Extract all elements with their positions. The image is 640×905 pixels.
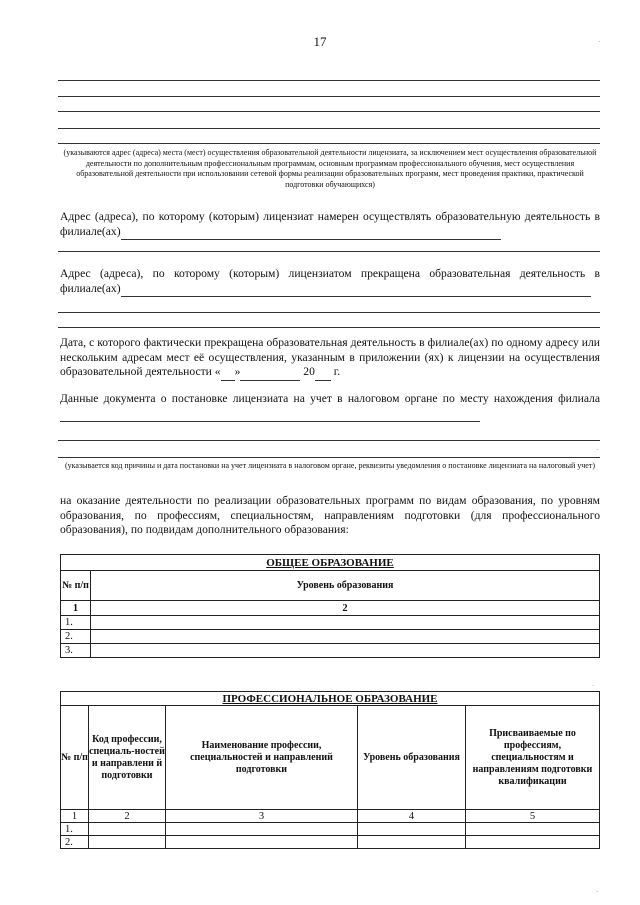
general-row-level-cell[interactable] [91, 616, 600, 630]
prof-row-qualification-cell[interactable] [466, 836, 600, 849]
paragraph-intends-address [60, 210, 600, 240]
general-col-num: № п/п [61, 571, 91, 601]
paragraph-ceased-text: Адрес (адреса), по которому (которым) лицензиатом прекращена образовательная деятельность в филиале(ах) [60, 267, 600, 295]
cease-date-text: Дата, с которого фактически прекращена образовательная деятельность в филиале(ах) по одному адресу или нескольким адресам мест её осуществления, указанным в приложении (ях) к лицензии на осуществления образовательной деятельности « [60, 336, 600, 378]
prof-row-name-cell[interactable] [166, 823, 358, 836]
prof-col-level: Уровень образования [358, 706, 466, 810]
blank-line [58, 143, 600, 144]
blank-line [58, 312, 600, 313]
general-row-num: 3. [61, 644, 91, 658]
table-row [61, 823, 600, 836]
prof-index-4: 4 [358, 810, 466, 823]
scan-speck: · [596, 446, 599, 454]
scan-speck: · [598, 38, 601, 46]
prof-row-level-cell[interactable] [358, 823, 466, 836]
fill-line [121, 282, 591, 298]
general-row-level-cell[interactable] [91, 630, 600, 644]
prof-table-title: ПРОФЕССИОНАЛЬНОЕ ОБРАЗОВАНИЕ [61, 692, 600, 706]
fill-line [121, 225, 501, 241]
blank-line [58, 327, 600, 328]
prof-index-1: 1 [61, 810, 89, 823]
prof-col-qualification: Присваиваемые по профессиям, специальностям и направлениям подготовки квалификации [466, 706, 600, 810]
prof-col-name: Наименование профессии, специальностей и направлений подготовки [166, 706, 358, 810]
prof-index-3: 3 [166, 810, 358, 823]
year-suffix: г. [333, 365, 341, 378]
blank-line [58, 128, 600, 129]
prof-index-2: 2 [89, 810, 166, 823]
address-note: (указываются адрес (адреса) места (мест) осуществления образовательной деятельности лицензиата, за исключением мест осуществления образовательной деятельности по дополнительным профессиональным программам, основным программам профессионального обучения, мест осуществления образовательной деятельности при использовании сетевой формы реализации образовательных программ, мест проведения практики, практической подготовки обучающихся) [63, 148, 597, 189]
prof-row-name-cell[interactable] [166, 836, 358, 849]
blank-line [58, 111, 600, 112]
general-col-level: Уровень образования [91, 571, 600, 601]
paragraph-tax [60, 392, 600, 422]
prof-row-qualification-cell[interactable] [466, 823, 600, 836]
professional-education-table [60, 691, 600, 849]
scan-speck: · [592, 682, 595, 690]
general-index-2: 2 [91, 601, 600, 616]
blank-line [58, 251, 600, 252]
table-row [61, 616, 600, 630]
day-field[interactable] [221, 365, 235, 381]
general-row-level-cell[interactable] [91, 644, 600, 658]
general-row-num: 2. [61, 630, 91, 644]
prof-row-num: 1. [61, 823, 89, 836]
prof-row-code-cell[interactable] [89, 836, 166, 849]
blank-line [58, 457, 600, 458]
prof-col-num: № п/п [61, 706, 89, 810]
prof-row-num: 2. [61, 836, 89, 849]
scan-speck: · [596, 888, 599, 896]
general-table-title: ОБЩЕЕ ОБРАЗОВАНИЕ [61, 555, 600, 571]
month-field[interactable] [240, 365, 300, 381]
paragraph-intends-text: Адрес (адреса), по которому (которым) лицензиат намерен осуществлять образовательную деятельность в филиале(ах) [60, 210, 600, 238]
general-index-1: 1 [61, 601, 91, 616]
cease-date-quote: » [234, 365, 241, 378]
page-number: 17 [313, 34, 327, 49]
fill-line [60, 407, 480, 423]
prof-row-level-cell[interactable] [358, 836, 466, 849]
prof-index-5: 5 [466, 810, 600, 823]
paragraph-cease-date [60, 336, 600, 381]
table-row [61, 630, 600, 644]
paragraph-ceased-address [60, 267, 600, 297]
year-prefix: 20 [303, 365, 315, 378]
prof-row-code-cell[interactable] [89, 823, 166, 836]
table-row [61, 836, 600, 849]
blank-line [58, 80, 600, 81]
prof-col-code: Код профессии, специаль-ностей и направлени й подготовки [89, 706, 166, 810]
table-row [61, 644, 600, 658]
general-row-num: 1. [61, 616, 91, 630]
tax-note: (указывается код причины и дата постановки на учет лицензиата в налоговом органе, реквизиты уведомления о постановке лицензиата на налоговый учет) [65, 461, 595, 470]
blank-line [58, 440, 600, 441]
general-education-table [60, 554, 600, 658]
year-field[interactable] [315, 365, 331, 381]
paragraph-services: на оказание деятельности по реализации образовательных программ по видам образования, по уровням образования, по профессиям, специальностям, направлениям подготовки (для профессионального образования), по подвидам дополнительного образования: [60, 494, 600, 536]
paragraph-tax-text: Данные документа о постановке лицензиата на учет в налоговом органе по месту нахождения филиала [60, 392, 600, 405]
blank-line [58, 96, 600, 97]
